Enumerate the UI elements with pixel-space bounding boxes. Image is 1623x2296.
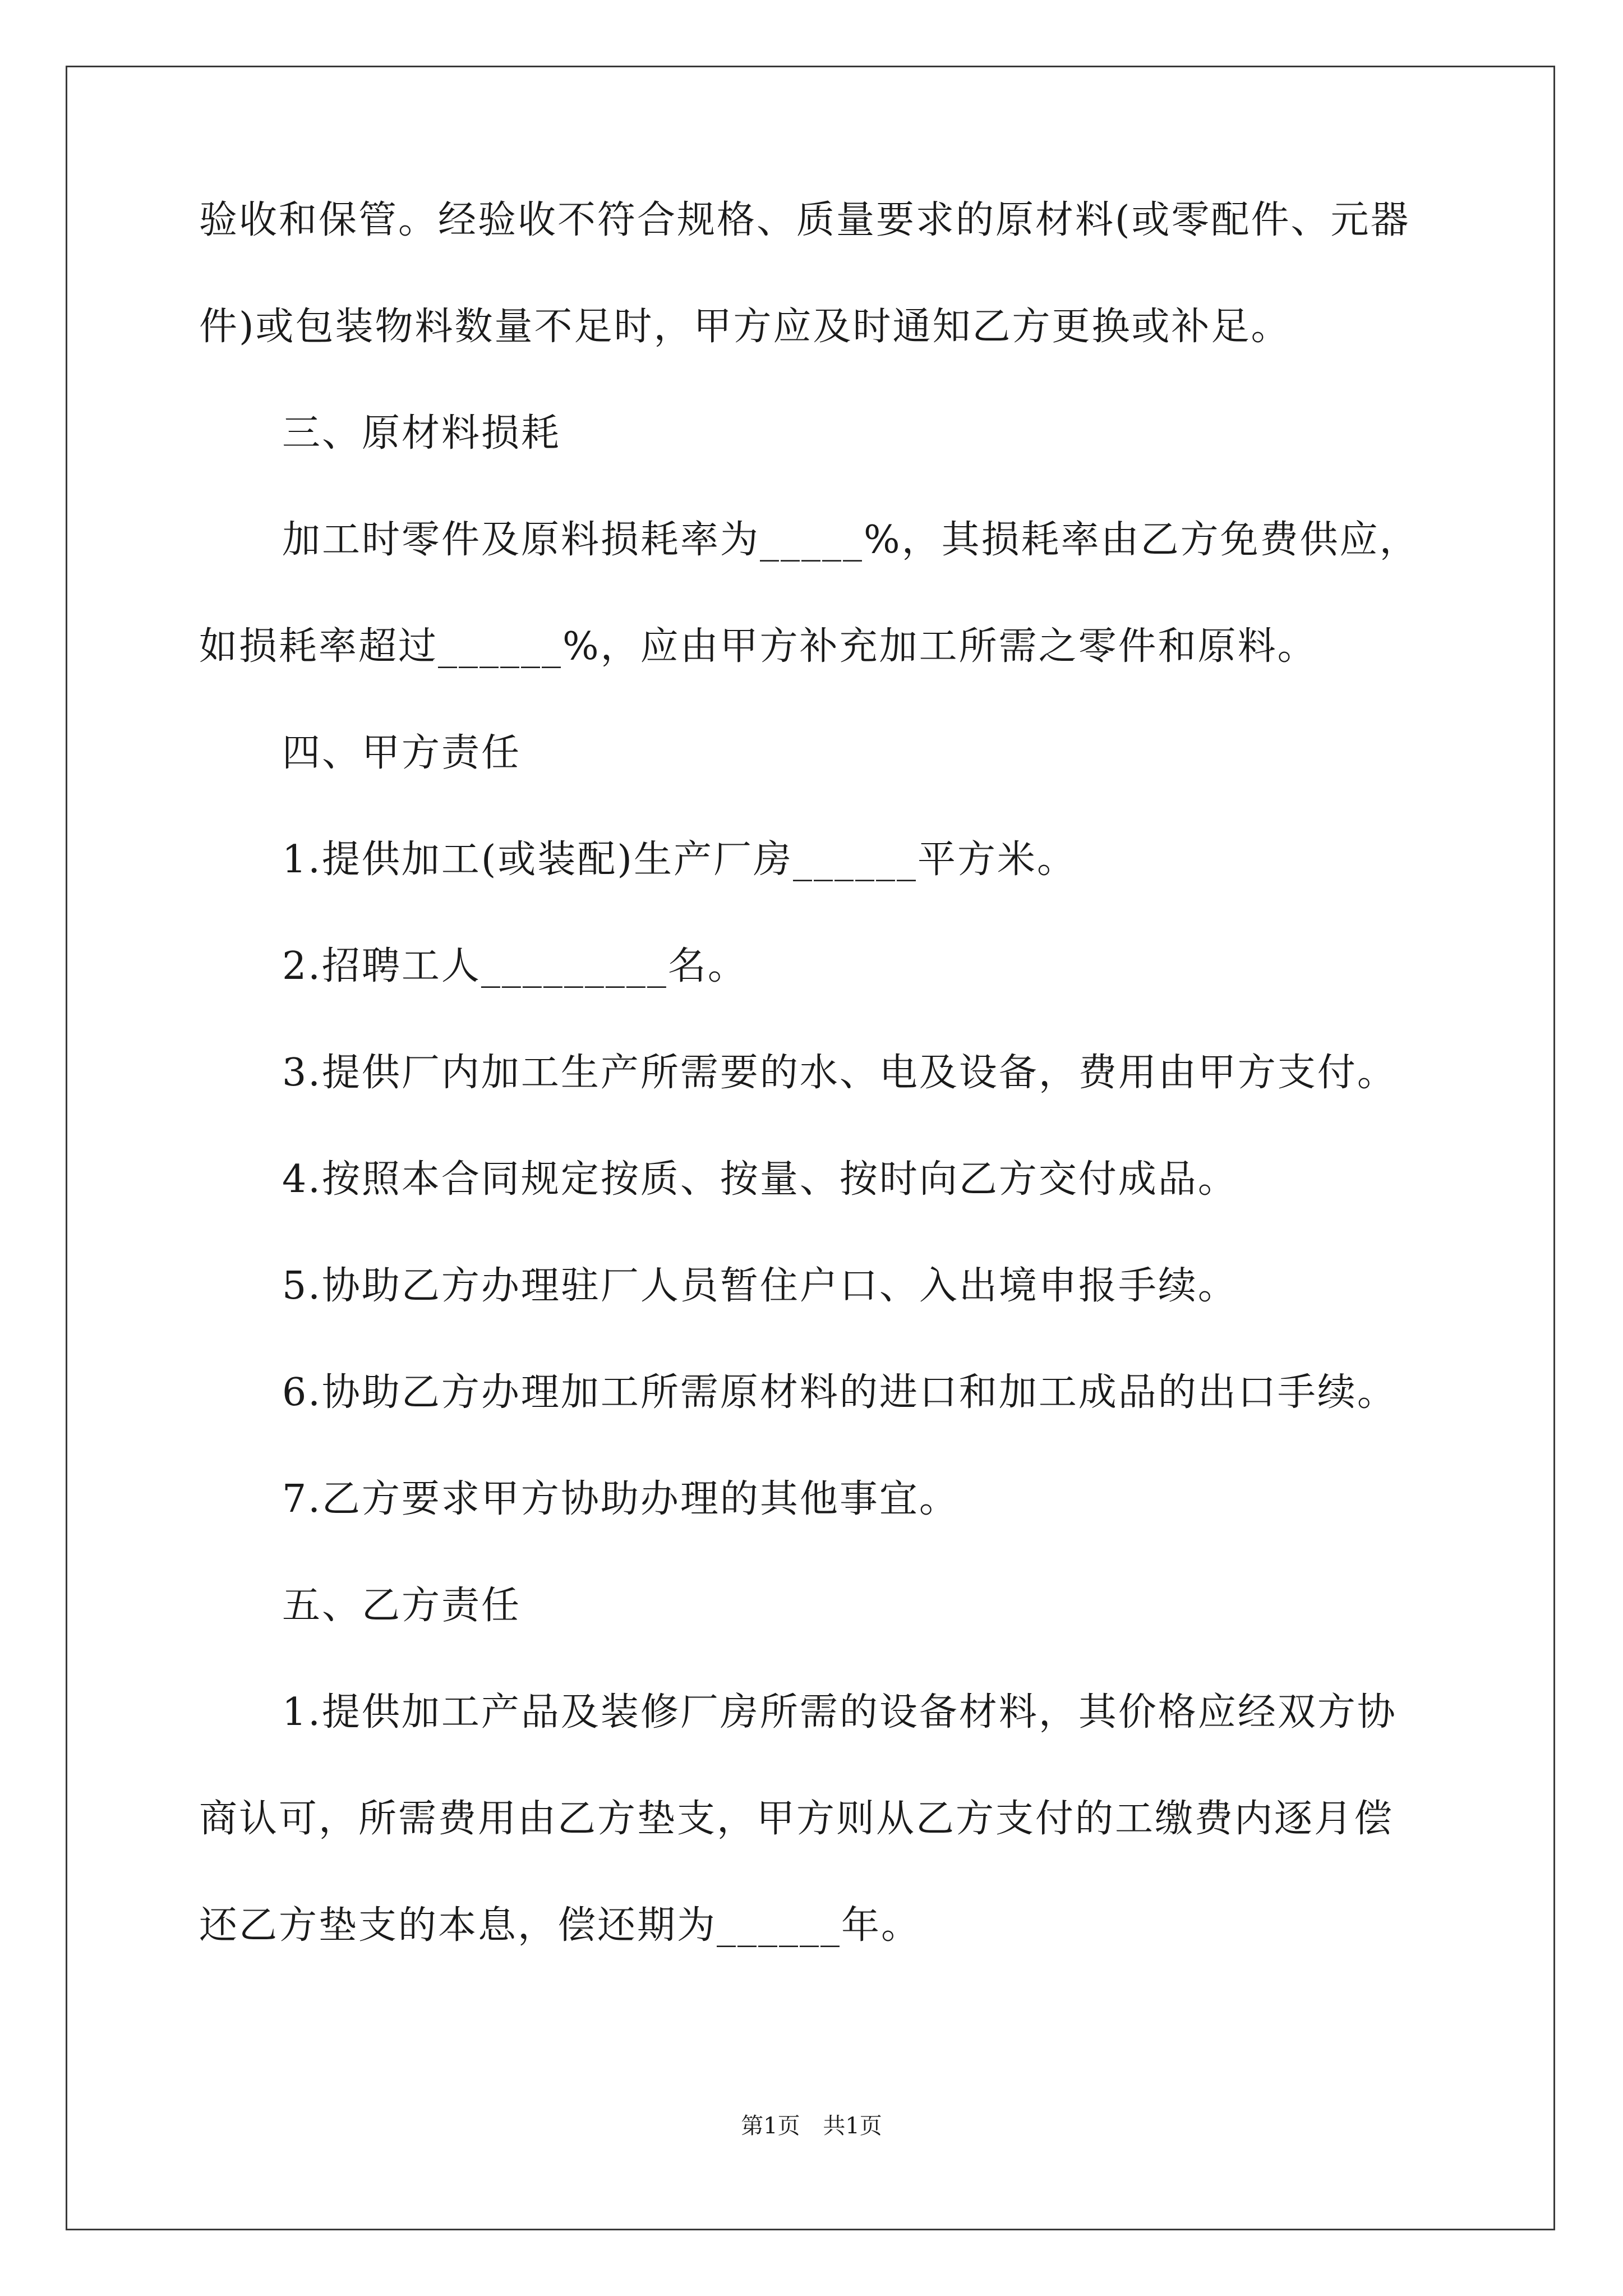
text-line: 件)或包装物料数量不足时，甲方应及时通知乙方更换或补足。 <box>199 305 1291 349</box>
list-item: 7.乙方要求甲方协助办理的其他事宜。 <box>282 1477 959 1521</box>
list-item: 5.协助乙方办理驻厂人员暂住户口、入出境申报手续。 <box>282 1264 1238 1308</box>
text-line: 验收和保管。经验收不符合规格、质量要求的原材料(或零配件、元器 <box>199 198 1410 242</box>
page-number: 第1页 <box>741 2113 800 2139</box>
list-item: 1.提供加工产品及装修厂房所需的设备材料，其价格应经双方协 <box>282 1690 1397 1734</box>
section-heading: 三、原材料损耗 <box>282 411 561 455</box>
text-line: 还乙方垫支的本息，偿还期为______年。 <box>199 1903 921 1948</box>
section-heading: 五、乙方责任 <box>282 1584 522 1628</box>
page-footer <box>0 2108 1623 2140</box>
text-line: 如损耗率超过______%，应由甲方补充加工所需之零件和原料。 <box>199 624 1317 669</box>
list-item: 1.提供加工(或装配)生产厂房______平方米。 <box>282 838 1077 882</box>
list-item: 6.协助乙方办理加工所需原材料的进口和加工成品的出口手续。 <box>282 1370 1397 1415</box>
section-heading: 四、甲方责任 <box>282 731 522 775</box>
list-item: 2.招聘工人_________名。 <box>282 944 748 988</box>
text-line: 加工时零件及原料损耗率为_____%，其损耗率由乙方免费供应， <box>282 518 1419 562</box>
list-item: 4.按照本合同规定按质、按量、按时向乙方交付成品。 <box>282 1157 1238 1202</box>
page-total: 共1页 <box>823 2113 882 2139</box>
text-line: 商认可，所需费用由乙方垫支，甲方则从乙方支付的工缴费内逐月偿 <box>199 1797 1394 1841</box>
list-item: 3.提供厂内加工生产所需要的水、电及设备，费用由甲方支付。 <box>282 1051 1397 1095</box>
